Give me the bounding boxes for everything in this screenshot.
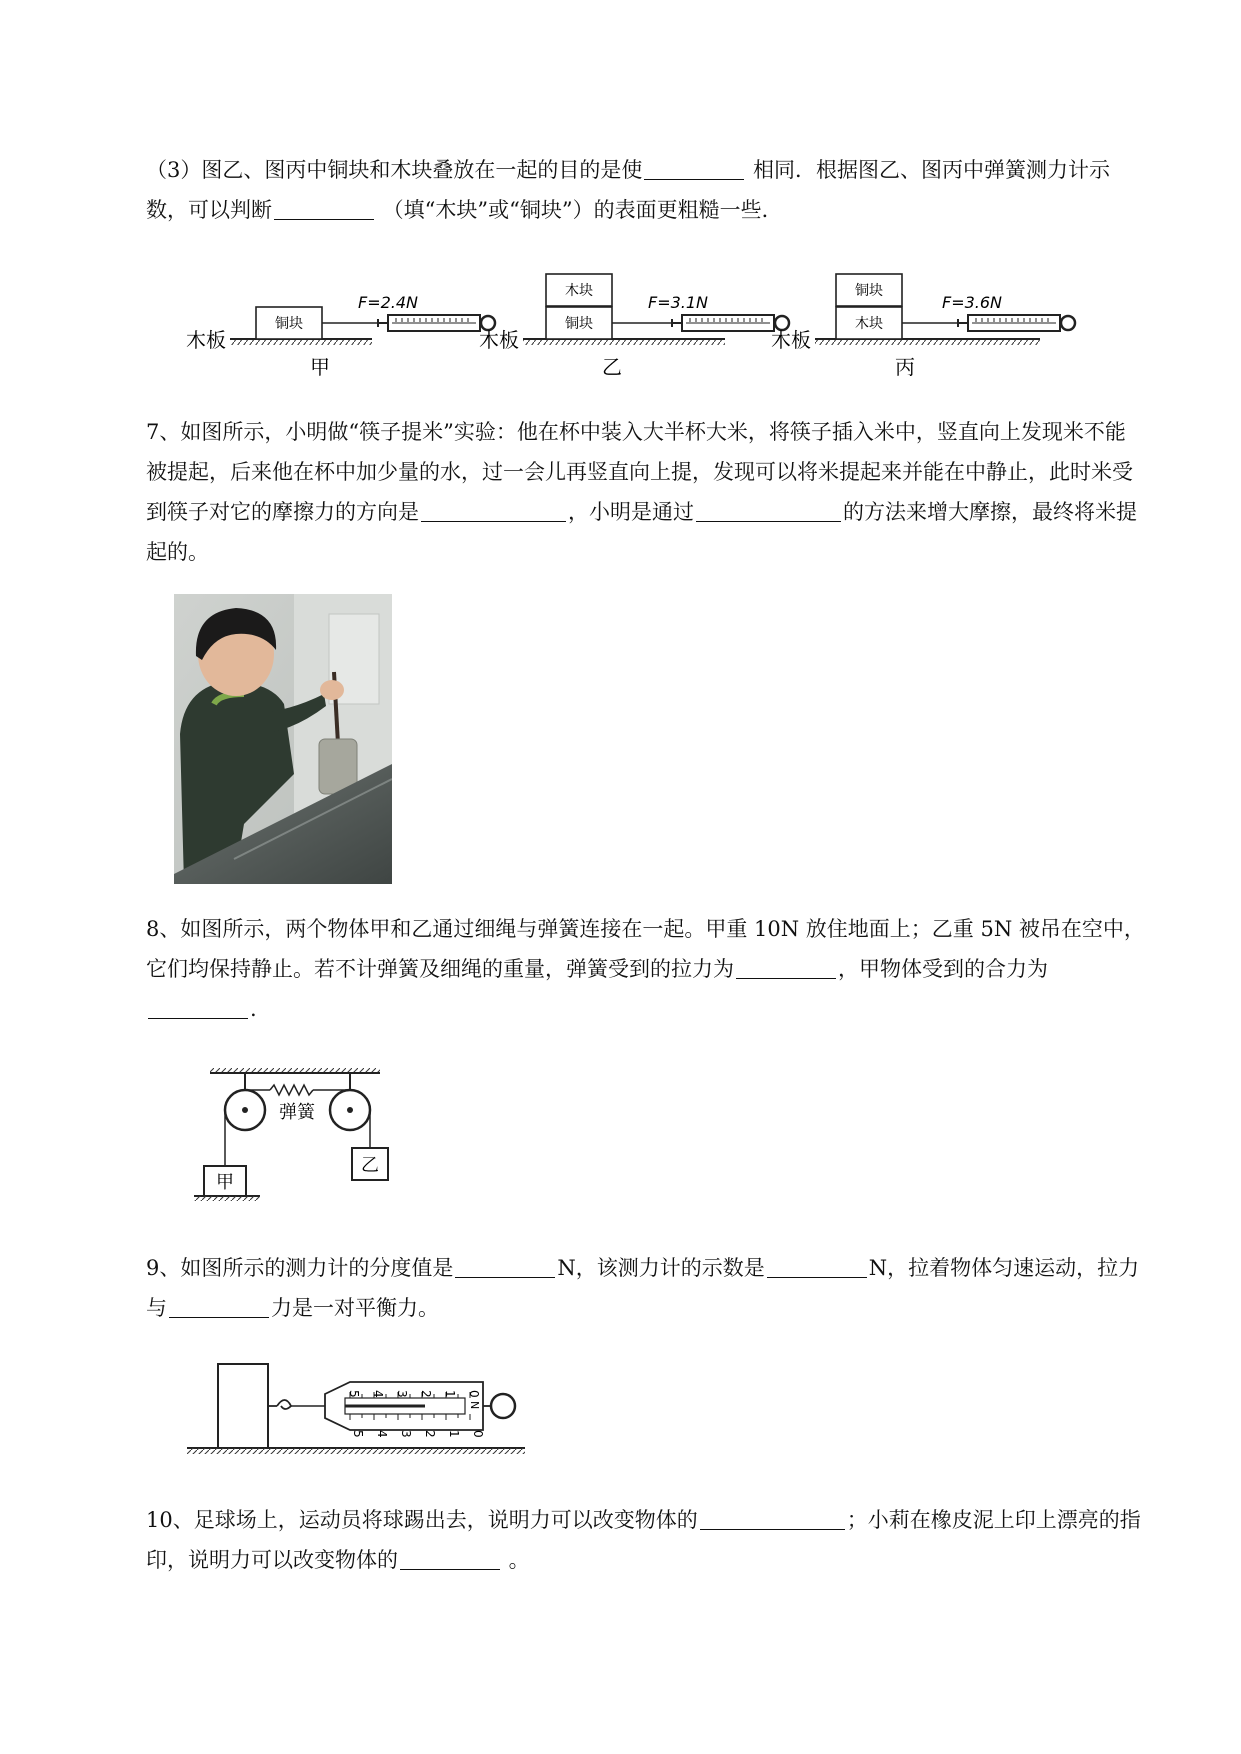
caption-yi: 乙 xyxy=(602,355,622,379)
answer-blank[interactable] xyxy=(148,994,248,1019)
svg-text:1: 1 xyxy=(447,1430,461,1438)
svg-text:3: 3 xyxy=(399,1430,413,1438)
panel-yi xyxy=(479,274,789,379)
pulled-block xyxy=(218,1364,268,1448)
svg-text:4: 4 xyxy=(371,1390,385,1398)
svg-text:4: 4 xyxy=(375,1430,389,1438)
question-7: 7、如图所示，小明做“筷子提米”实验：他在杯中装入大半杯大米，将筷子插入米中，竖直向上发现米不能被提起，后来他在杯中加少量的水，过一会儿再竖直向上提，发现可以将米提起来并能在中静止，此时米受到筷子对它的摩擦力的方向是 ，小明是通过 的方法来增大摩擦，最终将米提起的。 xyxy=(146,420,1137,564)
caption-bing: 丙 xyxy=(895,355,915,379)
meter-ring xyxy=(491,1394,515,1418)
svg-text:0: 0 xyxy=(471,1430,485,1438)
caption-jia: 甲 xyxy=(310,355,330,379)
panel-jia xyxy=(186,293,495,379)
force-label: F=3.6N xyxy=(942,293,1003,312)
answer-blank[interactable] xyxy=(455,1253,555,1278)
pulley-spring-figure xyxy=(190,1068,400,1208)
board-label: 木板 xyxy=(771,328,811,352)
answer-blank[interactable] xyxy=(274,195,374,220)
svg-text:木块: 木块 xyxy=(565,283,593,299)
svg-text:乙: 乙 xyxy=(361,1155,379,1176)
chopstick-rice-photo xyxy=(174,594,392,884)
question-9: 9、如图所示的测力计的分度值是 N，该测力计的示数是 N，拉着物体匀速运动，拉力与 力是一对平衡力。 xyxy=(146,1248,1146,1328)
svg-text:0: 0 xyxy=(467,1390,481,1398)
question-8: 8、如图所示，两个物体甲和乙通过细绳与弹簧连接在一起。甲重 10N 放住地面上；乙重 5N 被吊在空中，它们均保持静止。若不计弹簧及细绳的重量，弹簧受到的拉力为 ，甲物体受到的合力为. xyxy=(146,917,1145,1021)
svg-text:3: 3 xyxy=(395,1390,409,1398)
svg-text:2: 2 xyxy=(423,1430,437,1438)
board-label: 木板 xyxy=(479,328,519,352)
answer-blank[interactable] xyxy=(400,1545,500,1570)
svg-text:铜块: 铜块 xyxy=(275,316,303,332)
answer-blank[interactable] xyxy=(767,1253,867,1278)
svg-text:2: 2 xyxy=(419,1390,433,1398)
svg-text:铜块: 铜块 xyxy=(855,283,883,299)
answer-blank[interactable] xyxy=(644,155,744,180)
svg-text:N: N xyxy=(468,1401,481,1410)
answer-blank[interactable] xyxy=(696,497,841,522)
friction-experiment-figure xyxy=(180,262,1080,382)
svg-text:5: 5 xyxy=(351,1430,365,1438)
svg-text:铜块: 铜块 xyxy=(565,316,593,332)
answer-blank[interactable] xyxy=(736,954,836,979)
svg-text:甲: 甲 xyxy=(216,1172,234,1193)
spring-scale-icon xyxy=(958,315,1075,331)
svg-text:木块: 木块 xyxy=(855,316,883,332)
answer-blank[interactable] xyxy=(169,1293,269,1318)
answer-blank[interactable] xyxy=(700,1505,845,1530)
question-6-part-3: （3）图乙、图丙中铜块和木块叠放在一起的目的是使 相同．根据图乙、图丙中弹簧测力计示数，可以判断 （填“木块”或“铜块”）的表面更粗糙一些． xyxy=(146,150,1146,230)
panel-bing xyxy=(771,274,1075,379)
force-label: F=3.1N xyxy=(648,293,709,312)
svg-text:5: 5 xyxy=(347,1390,361,1398)
force-meter-figure xyxy=(185,1360,535,1460)
force-label: F=2.4N xyxy=(358,293,419,312)
question-10: 10、足球场上，运动员将球踢出去，说明力可以改变物体的 ；小莉在橡皮泥上印上漂亮的指印，说明力可以改变物体的 。 xyxy=(146,1500,1146,1580)
answer-blank[interactable] xyxy=(421,497,566,522)
spring-label: 弹簧 xyxy=(279,1102,315,1123)
svg-text:1: 1 xyxy=(443,1390,457,1398)
spring-scale-icon xyxy=(378,315,495,331)
spring-coil xyxy=(270,1085,313,1095)
board-label: 木板 xyxy=(186,328,226,352)
